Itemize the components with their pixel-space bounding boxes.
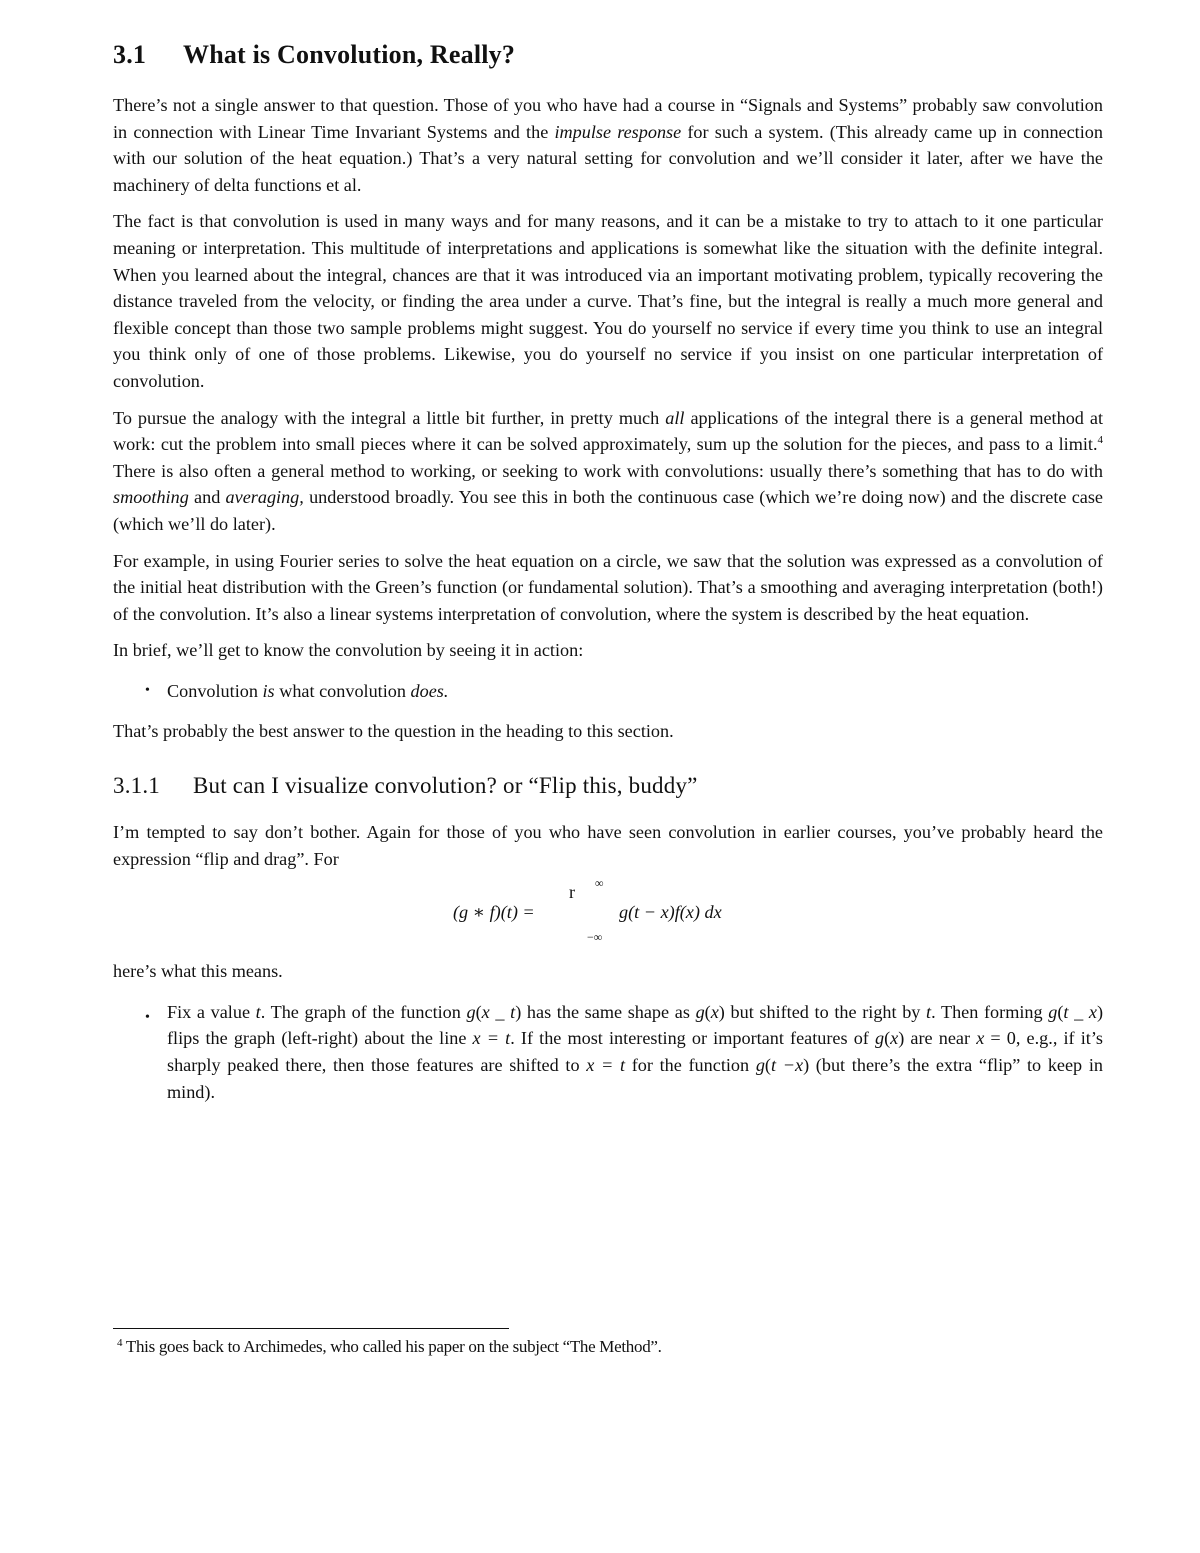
text-run: Convolution bbox=[167, 680, 263, 701]
section-number: 3.1 bbox=[113, 40, 147, 69]
math-text: g bbox=[695, 1001, 705, 1022]
bullet-item-1 bbox=[113, 678, 1103, 705]
emphasis-text: does. bbox=[410, 680, 449, 701]
footnote bbox=[117, 1337, 662, 1357]
text-run: ) flips the graph (left-right) about the line bbox=[167, 1001, 1103, 1049]
text-run: ( bbox=[884, 1028, 891, 1049]
paragraph-6: That’s probably the best answer to the question in the heading to this section. bbox=[113, 721, 674, 742]
math-text: g bbox=[1048, 1001, 1058, 1022]
text-run: ) but shifted to the right by bbox=[718, 1001, 927, 1022]
emphasis-text: averaging, bbox=[225, 487, 304, 508]
paragraph-7: I’m tempted to say don’t bother. Again for those of you who have seen convolution in earlier courses, you’ve probably heard the expression “flip and drag”. For bbox=[113, 822, 1103, 869]
math-text: t bbox=[255, 1001, 261, 1022]
emphasis-text: is bbox=[262, 680, 275, 701]
bullet-text bbox=[167, 999, 1103, 1105]
text-run: for such a system. (This already came up in connection with our solution of the heat equation.) That’s a very natural setting for convolution and we’ll consider it later, after we have the machinery of delta functions et al. bbox=[113, 121, 1103, 195]
emphasis-text: smoothing bbox=[113, 487, 189, 508]
footnote-mark: 4 bbox=[117, 1337, 123, 1349]
section-heading bbox=[113, 40, 1103, 70]
text-run: understood broadly. You see this in both the continuous case (which we’re doing now) and the discrete case (which we’ll do later). bbox=[113, 487, 1103, 534]
text-run: . The graph of the function bbox=[260, 1001, 467, 1022]
math-text: x bbox=[976, 1028, 985, 1049]
math-text: t _ x bbox=[1063, 1001, 1097, 1022]
bullet-icon: • bbox=[145, 682, 150, 698]
subsection-heading bbox=[113, 773, 1103, 799]
math-text: x bbox=[890, 1028, 899, 1049]
bullet-text bbox=[167, 678, 1103, 705]
section-title: What is Convolution, Really? bbox=[183, 40, 516, 69]
footnote-divider bbox=[113, 1328, 509, 1329]
paragraph-3 bbox=[113, 405, 1103, 538]
subsection-title: But can I visualize convolution? or “Flip this, buddy” bbox=[193, 773, 698, 799]
text-run: for the function bbox=[625, 1055, 756, 1076]
math-text: g bbox=[466, 1001, 476, 1022]
bullet-icon: • bbox=[145, 1009, 150, 1025]
math-text: x = t bbox=[472, 1028, 511, 1049]
text-run: Fix a value bbox=[167, 1001, 256, 1022]
text-run: ) has the same shape as bbox=[515, 1001, 696, 1022]
text-run: applications of the integral there is a general method at work: cut the problem into small pieces where it can be solved approximately, sum up the solution for the pieces, and pass to a limit. bbox=[113, 407, 1104, 455]
paragraph-8: here’s what this means. bbox=[113, 961, 283, 982]
equation-integrand: g(t − x)f(x) dx bbox=[619, 902, 722, 923]
emphasis-text: impulse response bbox=[554, 121, 682, 142]
convolution-equation bbox=[113, 876, 1103, 952]
paragraph-5: In brief, we’ll get to know the convolution by seeing it in action: bbox=[113, 640, 584, 661]
math-text: x = t bbox=[586, 1055, 626, 1076]
bullet-item-2 bbox=[113, 999, 1103, 1105]
text-run: ( bbox=[764, 1055, 771, 1076]
text-run: There’s not a single answer to that question. Those of you who have had a course in “Signals and Systems” probably saw convolution in connection with Linear Time Invariant Systems and the bbox=[113, 95, 1103, 142]
text-run: There is also often a general method to working, or seeking to work with convolutions: usually there’s something that has to do with bbox=[113, 460, 1103, 481]
math-text: x bbox=[710, 1001, 719, 1022]
text-run: what convolution bbox=[274, 680, 411, 701]
text-run: = 0, e.g., if it’s sharply peaked there, then those features are shifted to bbox=[167, 1028, 1103, 1076]
text-run: . If the most interesting or important features of bbox=[510, 1028, 875, 1049]
subsection-number: 3.1.1 bbox=[113, 773, 160, 799]
text-run: and bbox=[188, 487, 226, 508]
paragraph-2: The fact is that convolution is used in many ways and for many reasons, and it can be a mistake to try to attach to it one particular meaning or interpretation. This multitude of interpretations and applications is somewhat like the situation with the definite integral. When you learned about the integral, chances are that it was introduced via an important motivating problem, typically recovering the distance traveled from the velocity, or finding the area under a curve. That’s fine, but the integral is really a much more general and flexible concept than those two sample problems might suggest. You do yourself no service if every time you think to use an integral you think only of one of those problems. Likewise, you do yourself no service if you insist on one particular interpretation of convolution. bbox=[113, 211, 1103, 391]
math-text: g bbox=[875, 1028, 885, 1049]
footnote-text: This goes back to Archimedes, who called his paper on the subject “The Method”. bbox=[125, 1337, 662, 1356]
integral-sign: r bbox=[569, 882, 575, 903]
footnote-reference[interactable]: 4 bbox=[1097, 434, 1103, 447]
paragraph-4: For example, in using Fourier series to solve the heat equation on a circle, we saw that the solution was expressed as a convolution of the initial heat distribution with the Green’s function (or fundamental solution). That’s a smoothing and averaging interpretation (both!) of the convolution. It’s also a linear systems interpretation of convolution, where the system is described by the heat equation. bbox=[113, 550, 1103, 624]
text-run: . Then forming bbox=[931, 1001, 1049, 1022]
text-run: ) are near bbox=[898, 1028, 977, 1049]
math-text: t −x bbox=[770, 1055, 804, 1076]
text-run: To pursue the analogy with the integral a little bit further, in pretty much bbox=[113, 407, 666, 428]
text-run: ( bbox=[475, 1001, 482, 1022]
text-run: ( bbox=[704, 1001, 711, 1022]
equation-lhs: (g ∗ f)(t) = bbox=[453, 902, 535, 923]
math-text: x _ t bbox=[481, 1001, 516, 1022]
math-text: g bbox=[755, 1055, 765, 1076]
emphasis-text: all bbox=[665, 407, 685, 428]
paragraph-1 bbox=[113, 92, 1103, 198]
text-run: ( bbox=[1057, 1001, 1064, 1022]
integral-lower-limit: −∞ bbox=[587, 930, 603, 945]
page-content bbox=[113, 40, 1103, 1119]
math-text: t bbox=[926, 1001, 932, 1022]
text-run: ) (but there’s the extra “flip” to keep in mind). bbox=[167, 1055, 1103, 1102]
integral-upper-limit: ∞ bbox=[595, 876, 604, 891]
